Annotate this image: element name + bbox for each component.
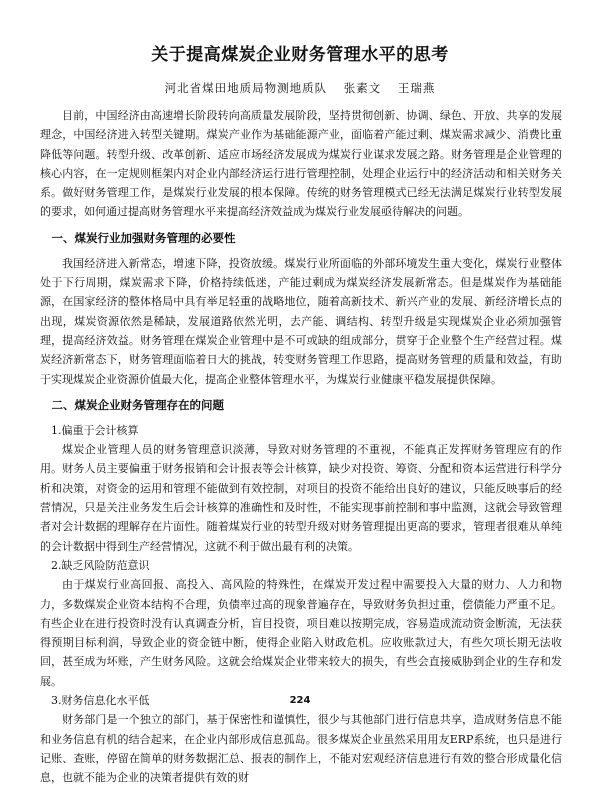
- article-body: [40, 100, 562, 788]
- page-number: 224: [289, 695, 311, 706]
- subsection-heading: 1.偏重于会计核算: [51, 423, 139, 437]
- subsection-heading: 3.财务信息化水平低: [51, 694, 150, 708]
- section-paragraph: 煤炭企业管理人员的财务管理意识淡薄，导致对财务管理的不重视，不能真正发挥财务管理应有的作用。财务人员主要偏重于财务报销和会计报表等会计核算，缺少对投资、筹资、分配和资本运营进行科学分析和决策，对资金的运用和管理不能做到有效控制，对项目的投资不能给出良好的建议，只能反映事后的经营情况，只是关注业务发生后会计核算的准确性和及时性，不能实现事前控制和事中监测，这就会导致管理者对会计数据的理解存在片面性。随着煤炭行业的转型升级对财务管理提出更高的要求，管理者很难从单纯的会计数据中得到生产经营情况，这就不利于做出最有利的决策。: [40, 443, 562, 553]
- affiliation: 河北省煤田地质局物测地质队: [164, 81, 328, 95]
- author-name: 张素文: [343, 81, 382, 95]
- section-heading: 二、煤炭企业财务管理存在的问题: [51, 397, 224, 412]
- subsection-heading: 2.缺乏风险防范意识: [51, 558, 150, 572]
- section-paragraph: 我国经济进入新常态，增速下降，投资放缓。煤炭行业所面临的外部环境发生重大变化，煤炭行业整体处于下行周期，煤炭需求下降，价格持续低迷，产能过剩成为煤炭经济发展新常态。但是煤炭作为基础能源，在国家经济的整体格局中具有举足轻重的战略地位，随着高新技术、新兴产业的发展、新经济增长点的出现，煤炭资源依然是稀缺，发展道路依然光明，去产能、调结构、转型升级是实现煤炭企业必须加强管理，提高经济效益。财务管理在煤炭企业管理中是不可或缺的组成部分，贯穿于企业整个生产经营过程。煤炭经济新常态下，财务管理面临着日大的挑战，转变财务管理工作思路，提高财务管理的质量和效益，有助于实现煤炭企业资源价值最大化，提高企业整体管理水平，为煤炭行业健康平稳发展提供保障。: [40, 256, 562, 386]
- section-paragraph: 由于煤炭行业高回报、高投入、高风险的特殊性，在煤炭开发过程中需要投入大量的财力、人力和物力，多数煤炭企业资本结构不合理，负债率过高的现象普遍存在，导致财务负担过重，偿债能力严重不足。有些企业在进行投资时没有认真调查分析，盲目投资，项目难以按期完成，容易造成流动资金断流，无法获得预期目标利润，导致企业的资金链中断，使得企业陷入财政危机。应收账款过大，有些欠项长期无法收回，甚至成为坏账，产生财务风险。这就会给煤炭企业带来较大的损失，有些会直接威胁到企业的生存和发展。: [40, 578, 562, 688]
- article-title: 关于提高煤炭企业财务管理水平的思考: [151, 45, 449, 65]
- section-paragraph: 财务部门是一个独立的部门，基于保密性和谨慎性，很少与其他部门进行信息共享，造成财务信息不能和业务信息有机的结合起来，在企业内部形成信息孤岛。很多煤炭企业虽然采用用友ERP系统，也只是进行记账、查账，停留在简单的财务数据汇总、报表的制作上，不能对宏观经济信息进行有效的整合形成量化信息，也就不能为企业的决策者提供有效的财: [40, 713, 562, 785]
- author-name: 王瑞燕: [397, 81, 436, 95]
- intro-paragraph: 目前，中国经济由高速增长阶段转向高质量发展阶段，坚持贯彻创新、协调、绿色、开放、共享的发展理念，中国经济进入转型关键期。煤炭产业作为基础能源产业，面临着产能过剩、煤炭需求减少、消费比重降低等问题。转型升级、改革创新、适应市场经济发展成为煤炭行业谋求发展之路。财务管理是企业管理的核心内容，在一定规则框架内对企业内部经济运行进行管理控制，处理企业运行中的经济活动和相关财务关系。做好财务管理工作，是煤炭行业发展的根本保障。传统的财务管理模式已经无法满足煤炭行业转型发展的要求，如何通过提高财务管理水平来提高经济效益成为煤炭行业发展亟待解决的问题。: [40, 109, 562, 219]
- byline: [0, 80, 600, 96]
- section-heading: 一、煤炭行业加强财务管理的必要性: [51, 230, 236, 245]
